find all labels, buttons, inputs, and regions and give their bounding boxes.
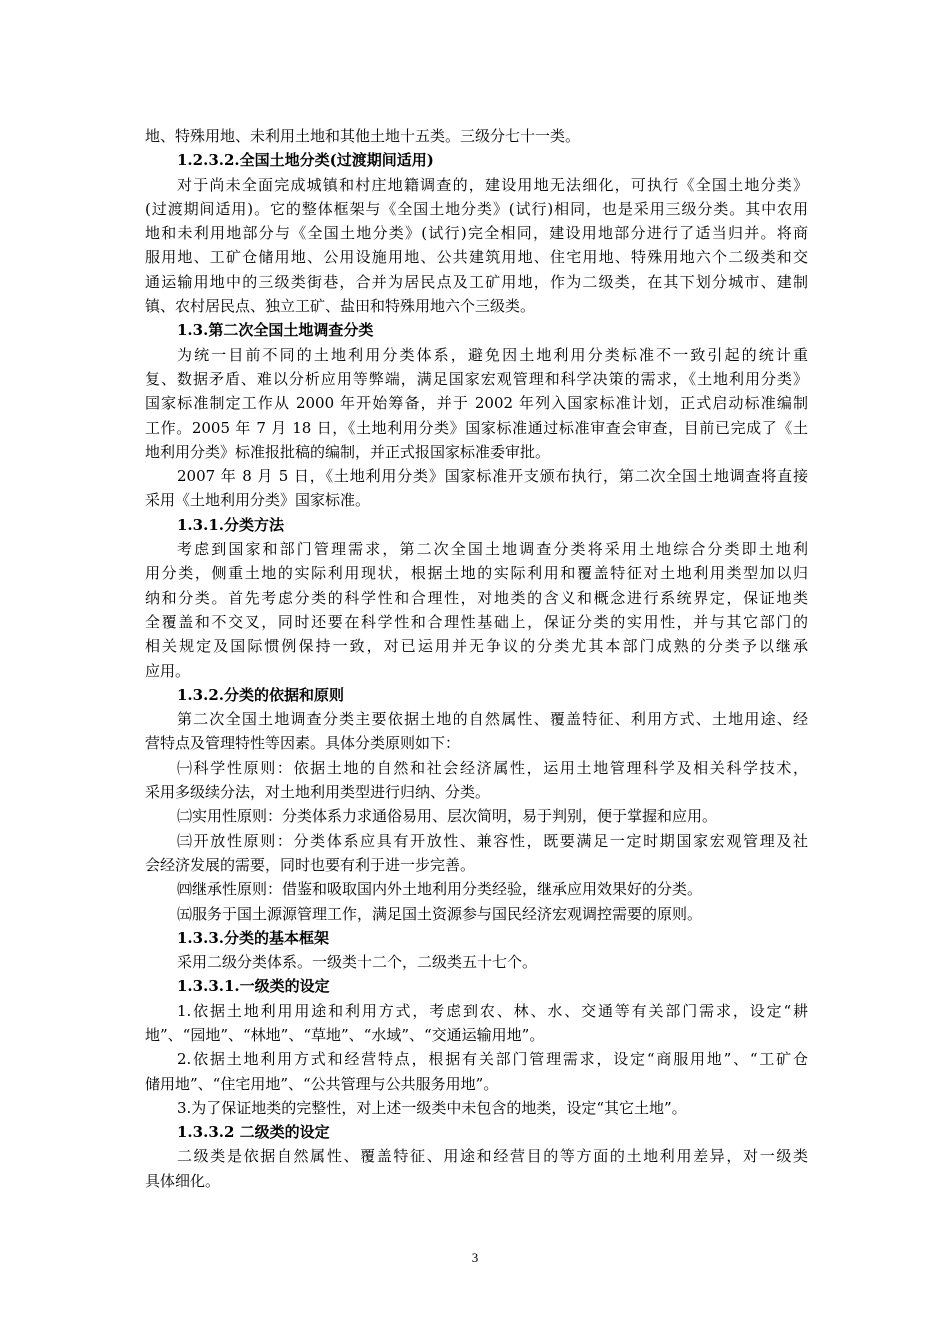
text-line: 镇、农村居民点、独立工矿、盐田和特殊用地六个三级类。 bbox=[145, 297, 536, 316]
text-line: 考虑到国家和部门管理需求，第二次全国土地调查分类将采用土地综合分类即土地利 bbox=[177, 540, 808, 559]
section-heading: 1.3.3.1.一级类的设定 bbox=[177, 977, 330, 996]
text-line: 二级类是依据自然属性、覆盖特征、用途和经营目的等方面的土地利用差异，对一级类 bbox=[177, 1147, 808, 1166]
text-line: 营特点及管理特性等因素。具体分类原则如下： bbox=[145, 734, 461, 753]
text-line: 对于尚未全面完成城镇和村庄地籍调查的，建设用地无法细化，可执行《全国土地分类》 bbox=[177, 175, 808, 194]
text-line: ㈠科学性原则：依据土地的自然和社会经济属性，运用土地管理科学及相关科学技术， bbox=[177, 758, 808, 777]
section-heading: 1.3.第二次全国土地调查分类 bbox=[177, 321, 374, 340]
text-line: 应用。 bbox=[145, 661, 191, 680]
text-line: 3.为了保证地类的完整性，对上述一级类中未包含的地类，设定“其它土地”。 bbox=[177, 1098, 687, 1117]
text-line: ㈣继承性原则：借鉴和吸取国内外土地利用分类经验，继承应用效果好的分类。 bbox=[177, 880, 703, 899]
text-line: ㈢开放性原则：分类体系应具有开放性、兼容性，既要满足一定时期国家宏观管理及社 bbox=[177, 831, 808, 850]
text-line: 采用多级续分法，对土地利用类型进行归纳、分类。 bbox=[145, 783, 491, 802]
section-heading: 1.2.3.2.全国土地分类(过渡期间适用) bbox=[177, 151, 434, 170]
text-line: 国家标准制定工作从 2000 年开始筹备，并于 2002 年列入国家标准计划，正式启动标准编制 bbox=[145, 394, 808, 413]
text-line: 地、特殊用地、未利用土地和其他土地十五类。三级分七十一类。 bbox=[145, 127, 581, 145]
document-body bbox=[145, 124, 808, 1193]
text-line: 纳和分类。首先考虑分类的科学性和合理性，对地类的含义和概念进行系统界定，保证地类 bbox=[145, 588, 808, 607]
page-number: 3 bbox=[471, 1250, 479, 1265]
text-line: (过渡期间适用)。它的整体框架与《全国土地分类》(试行)相同，也是采用三级分类。其中农用 bbox=[145, 199, 808, 218]
text-line: 服用地、工矿仓储用地、公用设施用地、公共建筑用地、住宅用地、特殊用地六个二级类和交 bbox=[145, 248, 808, 267]
text-line: ㈡实用性原则：分类体系力求通俗易用、层次简明，易于判别，便于掌握和应用。 bbox=[177, 807, 718, 826]
text-line: 具体细化。 bbox=[145, 1171, 221, 1190]
text-line: 为统一目前不同的土地利用分类体系，避免因土地利用分类标准不一致引起的统计重 bbox=[177, 345, 808, 364]
text-line: 会经济发展的需要，同时也要有利于进一步完善。 bbox=[145, 855, 476, 874]
text-line: 采用《土地利用分类》国家标准。 bbox=[145, 491, 371, 510]
text-line: 1.依据土地利用用途和利用方式，考虑到农、林、水、交通等有关部门需求，设定“耕 bbox=[177, 1001, 808, 1020]
text-line: 第二次全国土地调查分类主要依据土地的自然属性、覆盖特征、利用方式、土地用途、经 bbox=[177, 710, 808, 729]
section-heading: 1.3.3.2 二级类的设定 bbox=[177, 1123, 330, 1142]
text-line: 2007 年 8 月 5 日，《土地利用分类》国家标准开支颁布执行，第二次全国土地调查将直接 bbox=[177, 467, 808, 486]
text-line: 2.依据土地利用方式和经营特点，根据有关部门管理需求，设定“商服用地”、“工矿仓 bbox=[177, 1050, 808, 1069]
text-line: 地利用分类》标准报批稿的编制，并正式报国家标准委审批。 bbox=[145, 442, 551, 461]
text-line: 地”、“园地”、“林地”、“草地”、“水域”、“交通运输用地”。 bbox=[145, 1025, 545, 1044]
text-line: 复、数据矛盾、难以分析应用等弊端，满足国家宏观管理和科学决策的需求，《土地利用分类》 bbox=[145, 369, 808, 388]
section-heading: 1.3.1.分类方法 bbox=[177, 515, 284, 534]
text-line: 采用二级分类体系。一级类十二个，二级类五十七个。 bbox=[177, 953, 538, 972]
text-line: ㈤服务于国土源源管理工作，满足国土资源参与国民经济宏观调控需要的原则。 bbox=[177, 904, 703, 923]
text-line: 相关规定及国际惯例保持一致，对已运用并无争议的分类尤其本部门成熟的分类予以继承 bbox=[145, 637, 808, 656]
text-line: 用分类，侧重土地的实际利用现状，根据土地的实际利用和覆盖特征对土地利用类型加以归 bbox=[145, 564, 808, 583]
text-line: 工作。2005 年 7 月 18 日，《土地利用分类》国家标准通过标准审查会审查，目前已完成了《土 bbox=[145, 418, 808, 437]
text-line: 全覆盖和不交叉，同时还要在科学性和合理性基础上，保证分类的实用性，并与其它部门的 bbox=[145, 612, 808, 631]
section-heading: 1.3.3.分类的基本框架 bbox=[177, 928, 329, 947]
text-line: 储用地”、“住宅用地”、“公共管理与公共服务用地”。 bbox=[145, 1074, 499, 1093]
text-line: 地和未利用地部分与《全国土地分类》(试行)完全相同，建设用地部分进行了适当归并。将商 bbox=[145, 224, 808, 243]
section-heading: 1.3.2.分类的依据和原则 bbox=[177, 685, 344, 704]
text-line: 通运输用地中的三级类街巷，合并为居民点及工矿用地，作为二级类，在其下划分城市、建制 bbox=[145, 272, 808, 291]
